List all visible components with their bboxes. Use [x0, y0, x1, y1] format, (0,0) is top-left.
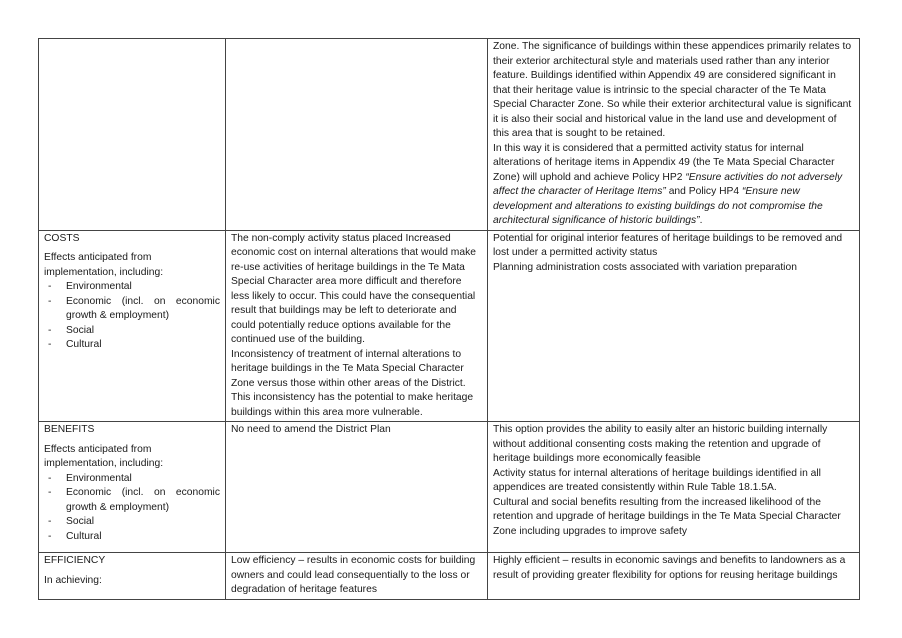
- table-row: [39, 553, 860, 600]
- option-a-paragraph: Inconsistency of treatment of internal alterations to heritage buildings in the Te Mata Special Character Zone versus those within other areas of the District. This inconsistency has the potential to make heritage buildings within this area more vulnerable.: [231, 348, 474, 418]
- list-item: - Economic (incl. on economic growth & employment): [44, 486, 220, 515]
- option-a-paragraph: The non-comply activity status placed Increased economic cost on internal alterations that would make re-use activities of heritage buildings in the Te Mata Special Character area more difficult and therefore less likely to occur. This could have the consequential result that buildings may be left to deteriorate and could potentially reduce options available for the continued use of the building.: [231, 232, 476, 345]
- policy-quote: “Ensure new development and alterations to existing buildings do not compromise the architectural significance of historic buildings”: [493, 186, 823, 226]
- table-row: [39, 39, 860, 231]
- list-item: - Social: [44, 515, 220, 530]
- policy-quote: “Ensure activities do not adversely affect the character of Heritage Items”: [493, 171, 843, 197]
- criterion-cell: [39, 422, 226, 553]
- text-run: In this way it is considered that a permitted activity status for internal alterations of heritage items in Appendix 49 (the Te Mata Special Character Zone) will uphold and achieve Policy HP2: [493, 142, 835, 183]
- criterion-cell: [39, 230, 226, 422]
- list-item: - Environmental: [44, 280, 220, 295]
- criterion-cell: [39, 553, 226, 600]
- option-b-paragraph: [493, 261, 854, 276]
- option-b-cell: [488, 422, 860, 553]
- text-run: Activity status for internal alterations of heritage buildings identified in all appendices are treated consistently within Rule Table 18.1.5A.: [493, 467, 821, 493]
- list-item: - Cultural: [44, 530, 220, 545]
- list-item: - Environmental: [44, 472, 220, 487]
- option-b-cell: [488, 39, 860, 231]
- option-b-paragraph: [493, 554, 854, 583]
- criterion-subtitle: Effects anticipated from implementation, including:: [44, 443, 164, 469]
- criterion-subtitle: Effects anticipated from implementation, including:: [44, 252, 164, 278]
- criterion-label: BENEFITS: [44, 424, 95, 435]
- option-b-paragraph: [493, 467, 854, 496]
- option-a-cell: [226, 553, 488, 600]
- option-b-paragraph: [493, 142, 854, 229]
- text-run: and Policy HP4: [665, 186, 742, 197]
- option-a-cell: [226, 39, 488, 231]
- option-b-cell: [488, 230, 860, 422]
- option-b-paragraph: [493, 232, 854, 261]
- option-b-cell: [488, 553, 860, 600]
- option-a-cell: [226, 422, 488, 553]
- table-row: [39, 422, 860, 553]
- text-run: Planning administration costs associated with variation preparation: [493, 261, 797, 273]
- criterion-subtitle: In achieving:: [44, 574, 102, 586]
- list-item: - Economic (incl. on economic growth & employment): [44, 295, 220, 324]
- criterion-cell: [39, 39, 226, 231]
- text-run: Highly efficient – results in economic savings and benefits to landowners as a result of providing greater flexibility for options for reusing heritage buildings: [493, 555, 846, 581]
- evaluation-table: [38, 38, 860, 600]
- text-run: .: [699, 215, 703, 226]
- criterion-label: EFFICIENCY: [44, 555, 106, 566]
- text-run: Cultural and social benefits resulting from the increased likelihood of the retention and upgrade of heritage buildings in the Te Mata Special Character Zone including upgrades to improve safety: [493, 496, 841, 537]
- criterion-label: COSTS: [44, 232, 80, 244]
- option-b-paragraph: [493, 40, 854, 142]
- table-row: [39, 230, 860, 422]
- list-item: - Cultural: [44, 338, 220, 353]
- option-a-cell: [226, 230, 488, 422]
- option-b-paragraph: [493, 496, 854, 540]
- option-a-paragraph: Low efficiency – results in economic costs for building owners and could lead consequentially to the loss or degradation of heritage features: [231, 555, 476, 595]
- text-run: Zone. The significance of buildings within these appendices primarily relates to their exterior architectural style and materials used rather than any interior feature. Buildings identified within Appendix 49 are considered significant in that their heritage value is intrinsic to the special character of the Te Mata Special Character Zone. So while their exterior architectural value is significant it is also their social and historical value in the land use and development of this area that is sought to be retained.: [493, 41, 852, 139]
- text-run: Potential for original interior features of heritage buildings to be removed and lost under a permitted activity status: [493, 232, 843, 258]
- effects-list: [44, 280, 220, 353]
- text-run: This option provides the ability to easily alter an historic building internally without additional consenting costs making the retention and upgrade of heritage buildings more economically feasible: [493, 424, 828, 464]
- option-b-paragraph: [493, 423, 854, 467]
- list-item: - Social: [44, 324, 220, 339]
- option-a-paragraph: No need to amend the District Plan: [231, 424, 391, 435]
- effects-list: [44, 472, 220, 545]
